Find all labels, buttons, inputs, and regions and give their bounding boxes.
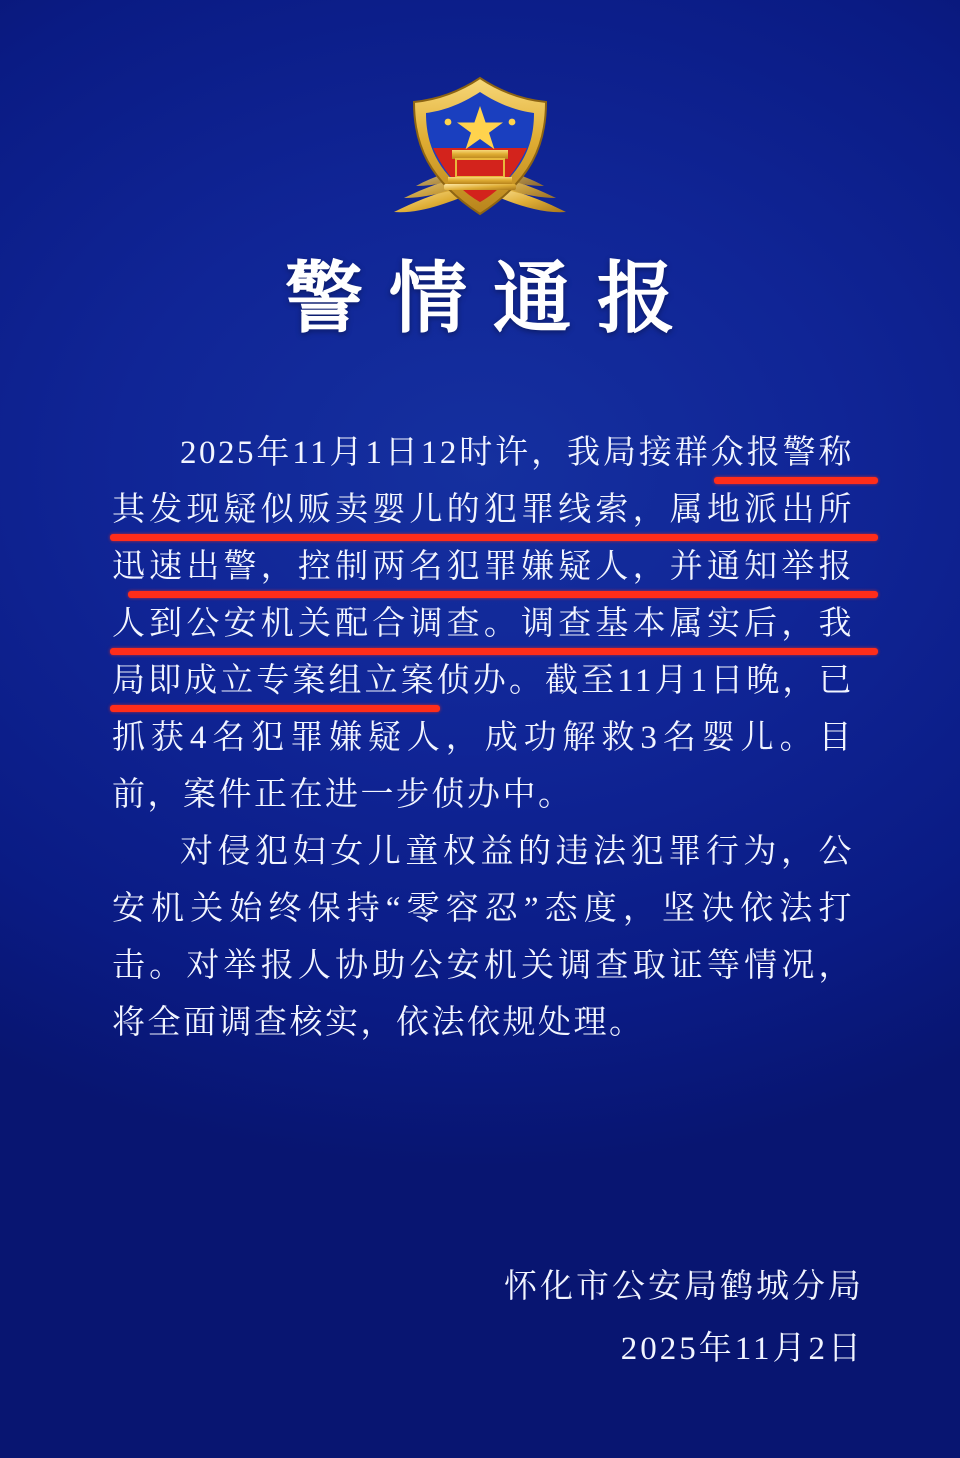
issuing-authority: 怀化市公安局鹤城分局 (504, 1269, 864, 1305)
notice-paragraph-2: 对侵犯妇女儿童权益的违法犯罪行为，公安机关始终保持“零容忍”态度，坚决依法打击。对举报人协助公安机关调查取证等情况，将全面调查核实，依法依规处理。 (112, 834, 854, 1041)
page-title: 警情通报 (284, 255, 701, 342)
issue-date: 2025年11月2日 (620, 1331, 864, 1367)
signature-block (504, 1256, 864, 1380)
notice-paragraph-1: 2025年11月1日12时许，我局接群众报警称其发现疑似贩卖婴儿的犯罪线索，属地派出所迅速出警，控制两名犯罪嫌疑人，并通知举报人到公安机关配合调查。调查基本属实后，我局即成立专案组立案侦办。截至11月1日晚，已抓获4名犯罪嫌疑人，成功解救3名婴儿。目前，案件正在进一步侦办中。 (112, 435, 854, 813)
notice-body (112, 425, 854, 1052)
emblem-container (0, 62, 960, 247)
china-police-badge-icon (378, 62, 583, 247)
